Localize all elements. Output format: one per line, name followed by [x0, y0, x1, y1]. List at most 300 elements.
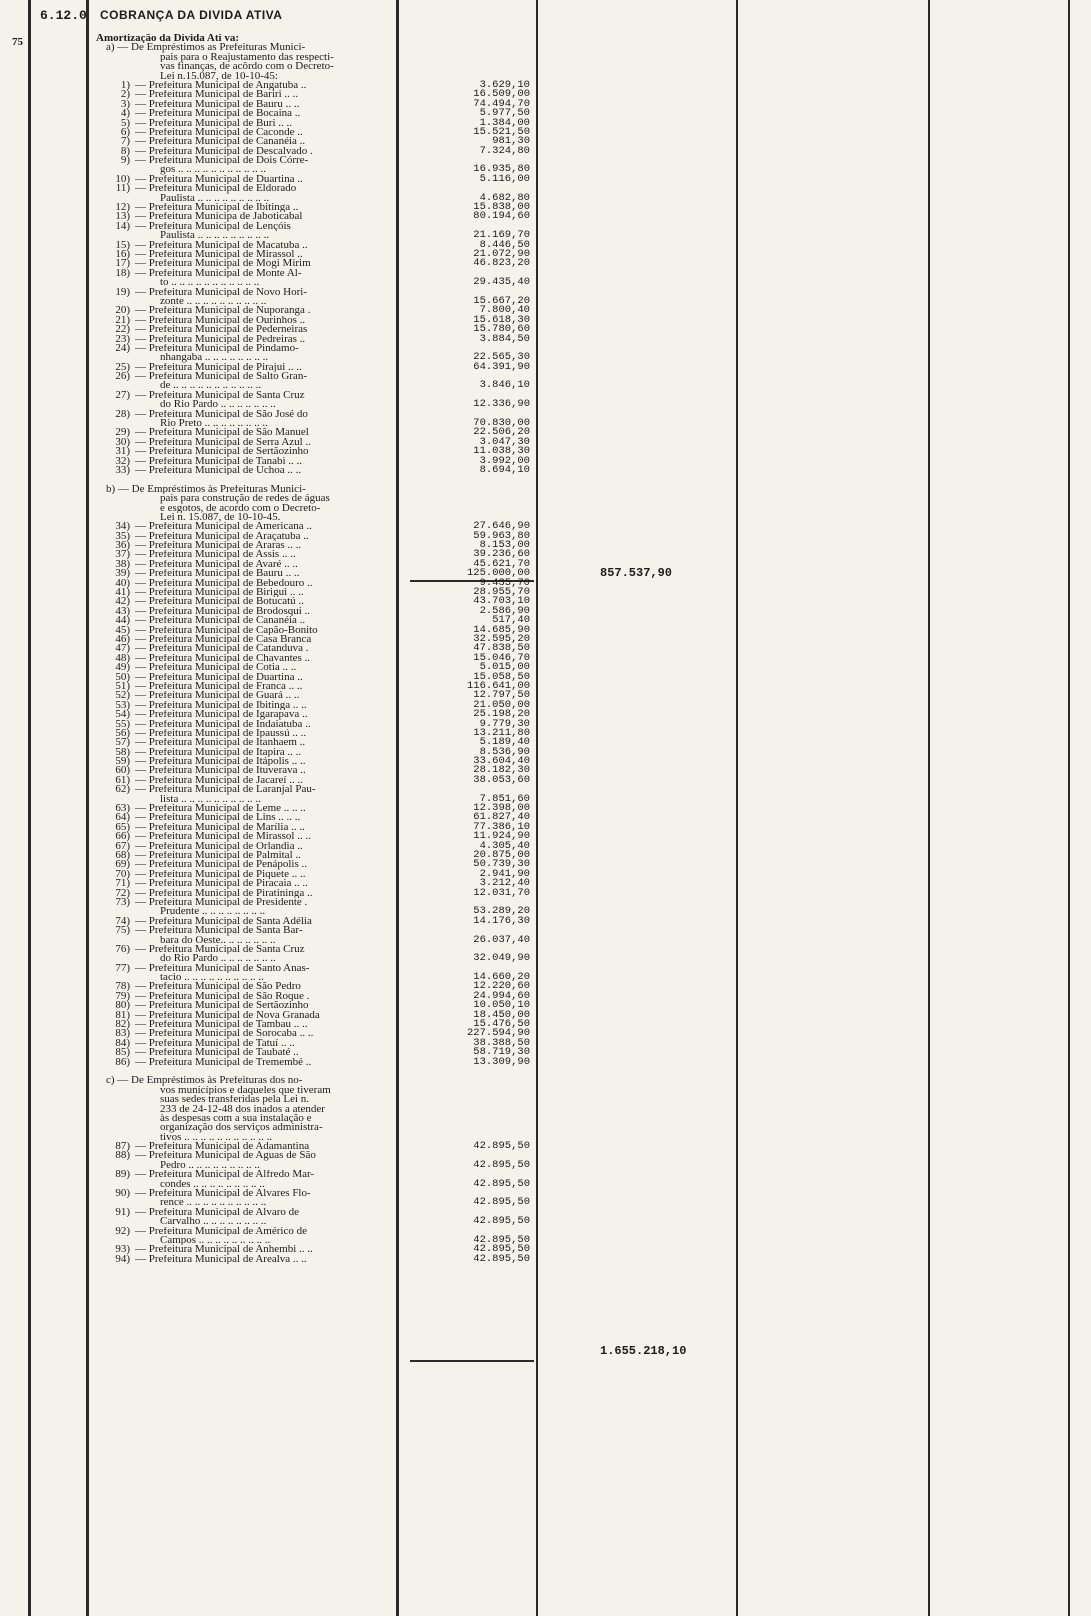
- ledger-item-line: [96, 992, 391, 1001]
- item-description: — Prefeitura Municipal de Guará .. ..: [135, 691, 300, 701]
- item-description: — Prefeitura Municipal de Catanduva .: [135, 644, 309, 654]
- item-number: 69): [115, 860, 130, 870]
- item-description: do Rio Pardo .. .. .. .. .. .. ..: [160, 400, 276, 410]
- item-number: 53): [115, 700, 130, 711]
- item-number: 82): [115, 1020, 130, 1030]
- section-intro-line: vos municípios e daqueles que tiveram: [160, 1085, 331, 1096]
- item-number: 27): [115, 390, 130, 401]
- item-description: nhangaba .. .. .. .. .. .. .. ..: [160, 353, 269, 363]
- item-description: — Prefeitura Municipal de Santo Anas-: [135, 963, 310, 974]
- item-description: — Prefeitura Municipal de Taubaté ..: [135, 1048, 299, 1058]
- item-number: 72): [115, 888, 130, 898]
- section-gap: [96, 1067, 391, 1076]
- item-amount: 13.309,90: [473, 1055, 530, 1068]
- item-amount: 14.685,90: [473, 623, 530, 636]
- ledger-item-line: [96, 391, 391, 400]
- item-description: Campos .. .. .. .. .. .. .. .. ..: [160, 1236, 271, 1246]
- ledger-item-line: [96, 1039, 391, 1048]
- item-number: 71): [115, 879, 130, 889]
- item-amount: 18.450,00: [473, 1008, 530, 1021]
- item-description: — Prefeitura Municipal de Alvares Flo-: [135, 1189, 311, 1199]
- text-column-rule: [396, 0, 399, 1616]
- item-number: 3): [120, 99, 130, 110]
- item-number: 23): [115, 334, 130, 344]
- ledger-heading: Amortização da Divida Ati va:: [96, 34, 239, 44]
- ledger-item-line: [96, 579, 391, 588]
- ledger-item-line: [96, 466, 391, 475]
- item-description: — Prefeitura Municipal de Arealva .. ..: [135, 1254, 307, 1265]
- ledger-item-line: [96, 259, 391, 268]
- ledger-item-line: [96, 410, 391, 419]
- item-description: — Prefeitura Municipal de Tatuí .. ..: [135, 1038, 295, 1049]
- item-description: — Prefeitura Municipal de Bocaina ..: [135, 109, 301, 119]
- ledger-item-line: [96, 720, 391, 729]
- ledger-item-line: [96, 616, 391, 625]
- item-description: — Prefeitura Municipal de Jacareí .. ..: [135, 775, 303, 786]
- item-number: 64): [115, 813, 130, 823]
- item-number: 20): [115, 306, 130, 316]
- page-title: COBRANÇA DA DIVIDA ATIVA: [100, 8, 283, 22]
- item-description: — Prefeitura Municipal de Ourinhos ..: [135, 315, 306, 326]
- spacer: [445, 43, 530, 52]
- section-gap: [445, 1067, 530, 1076]
- ledger-item-line: [96, 597, 391, 606]
- item-number: 61): [115, 775, 130, 786]
- item-amount: 16.935,80: [473, 163, 530, 176]
- item-number: 14): [115, 221, 130, 232]
- item-description: — Prefeitura Municipal de Monte Al-: [135, 268, 302, 279]
- item-description: — Prefeitura Municipal de Piquete .. ..: [135, 869, 306, 880]
- item-description: — Prefeitura Municipal de Birigui .. ..: [135, 588, 304, 598]
- item-amount: 517,40: [492, 614, 530, 627]
- item-description: — Prefeitura Municipal de Tremembé ..: [135, 1057, 312, 1067]
- ledger-item-line: [96, 588, 391, 597]
- item-number: 62): [115, 785, 130, 795]
- ledger-item-line: [96, 607, 391, 616]
- item-amount: 12.031,70: [473, 886, 530, 899]
- item-number: 91): [115, 1207, 130, 1218]
- item-number: 45): [115, 625, 130, 635]
- item-amount: 32.049,90: [473, 952, 530, 965]
- item-description: rence .. .. .. .. .. .. .. .. .. ..: [160, 1198, 267, 1208]
- item-description: — Prefeitura Municipal de Piratininga ..: [135, 888, 313, 898]
- item-amount: 12.336,90: [473, 398, 530, 411]
- item-amount: 38.388,50: [473, 1036, 530, 1049]
- item-number: 68): [115, 850, 130, 861]
- ledger-item-line: [96, 109, 391, 118]
- item-description: — Prefeitura Municipal de Descalvado .: [135, 146, 313, 157]
- item-description: — Prefeitura Municipal de Santa Bar-: [135, 926, 303, 936]
- right-edge-rule: [1068, 0, 1070, 1616]
- item-number: 8): [120, 146, 130, 157]
- section-intro-line: Lei n.15.087, de 10-10-45:: [160, 71, 278, 81]
- item-number: 49): [115, 663, 130, 673]
- item-number: 26): [115, 372, 130, 382]
- item-description: — Prefeitura Municipal de Ibitinga ..: [135, 203, 299, 213]
- ledger-item-line: [96, 550, 391, 559]
- item-description: — Prefeitura Municipal de São Manuel: [135, 428, 309, 438]
- item-description: — Prefeitura Municipal de Araras .. ..: [135, 541, 302, 551]
- item-amount: 45.621,70: [473, 557, 530, 570]
- item-number: 19): [115, 287, 130, 297]
- item-amount: 42.895,50: [473, 1215, 530, 1228]
- item-description: gos .. .. .. .. .. .. .. .. .. .. ..: [160, 165, 267, 175]
- ledger-item-line: [96, 701, 391, 710]
- item-description: — Prefeitura Municipal de Leme .. .. ..: [135, 804, 306, 814]
- item-number: 25): [115, 362, 130, 373]
- item-amount: 2.941,90: [479, 867, 530, 880]
- ledger-item-line: [96, 250, 391, 259]
- ledger-item-line: [96, 1180, 391, 1189]
- ledger-item-line: [96, 823, 391, 832]
- item-description: — Prefeitura Municipal de Bebedouro ..: [135, 578, 313, 589]
- item-number: 76): [115, 944, 130, 955]
- ledger-item-line: [96, 522, 391, 531]
- item-description: zonte .. .. .. .. .. .. .. .. .. ..: [160, 296, 267, 307]
- item-amount: 21.169,70: [473, 229, 530, 242]
- item-number: 86): [115, 1057, 130, 1067]
- item-number: 79): [115, 991, 130, 1002]
- item-amount: 125.000,00: [466, 567, 530, 580]
- item-amount: 39.236,60: [473, 548, 530, 561]
- spacer: [445, 485, 530, 494]
- ledger-item-line: [96, 1142, 391, 1151]
- ledger-item-line: [96, 222, 391, 231]
- item-description: — Prefeitura Municipal de Serra Azul ..: [135, 437, 311, 448]
- section-a-total: 857.537,90: [600, 566, 673, 580]
- ledger-amount-column: [445, 34, 530, 1264]
- ledger-item-line: [96, 1029, 391, 1038]
- ledger-item-line: [96, 1170, 391, 1179]
- item-description: — Prefeitura Municipal de Chavantes ..: [135, 653, 311, 664]
- item-number: 13): [115, 212, 130, 222]
- item-number: 78): [115, 982, 130, 992]
- left-margin-rule: [28, 0, 31, 1616]
- item-amount: 46.823,20: [473, 257, 530, 270]
- item-description: — Prefeitura Municipal de Bariri .. ..: [135, 90, 299, 100]
- item-description: — Prefeitura Municipal de Buri .. ..: [135, 118, 293, 128]
- item-number: 59): [115, 757, 130, 767]
- section-intro-line: às despesas com a sua instalação e: [160, 1113, 312, 1124]
- item-number: 6): [120, 127, 130, 138]
- item-amount: 15.476,50: [473, 1018, 530, 1031]
- spacer: [445, 53, 530, 62]
- item-number: 41): [115, 588, 130, 598]
- spacer: [445, 1105, 530, 1114]
- item-description: — Prefeitura Municipal de Lençóis: [135, 221, 291, 232]
- item-number: 74): [115, 916, 130, 927]
- ledger-item-line: [96, 447, 391, 456]
- ledger-item-line: [96, 917, 391, 926]
- item-amount: 5.977,50: [479, 107, 530, 120]
- item-number: 66): [115, 832, 130, 842]
- item-amount: 42.895,50: [473, 1177, 530, 1190]
- ledger-item-line: [96, 560, 391, 569]
- item-amount: 10.050,10: [473, 999, 530, 1012]
- ledger-item-line: [96, 851, 391, 860]
- item-description: — Prefeitura Municipal de Dois Córre-: [135, 156, 309, 166]
- item-number: 83): [115, 1029, 130, 1039]
- item-description: — Prefeitura Municipal de Novo Hori-: [135, 287, 307, 297]
- ledger-item-line: [96, 729, 391, 738]
- item-description: — Prefeitura Municipal de Anhembi .. ..: [135, 1245, 313, 1255]
- total-column-rule: [928, 0, 930, 1616]
- item-description: — Prefeitura Municipal de Presidente .: [135, 897, 308, 908]
- item-description: — Prefeitura Municipal de Caconde ..: [135, 127, 303, 138]
- item-description: — Prefeitura Municipal de Brodosqui ..: [135, 606, 311, 617]
- item-amount: 42.895,50: [473, 1140, 530, 1153]
- ledger-item-line: [96, 231, 391, 240]
- section-intro-line: c) — De Empréstimos às Prefeituras dos no-: [106, 1076, 303, 1086]
- section-b-sum-rule: [410, 1360, 534, 1362]
- item-description: — Prefeitura Municipal de Laranjal Pau-: [135, 785, 316, 795]
- item-amount: 7.851,60: [479, 792, 530, 805]
- item-number: 51): [115, 681, 130, 692]
- ledger-item-line: [96, 954, 391, 963]
- item-amount: 13.211,80: [473, 726, 530, 739]
- ledger-item-line: [96, 1151, 391, 1160]
- item-amount: 2.586,90: [479, 604, 530, 617]
- item-description: — Prefeitura Municipal de Bauru .. ..: [135, 569, 300, 579]
- item-description: — Prefeitura Municipal de Mirassol .. ..: [135, 832, 311, 842]
- item-amount: 15.838,00: [473, 201, 530, 214]
- item-description: Rio Preto .. .. .. .. .. .. .. ..: [160, 419, 268, 429]
- item-number: 89): [115, 1170, 130, 1180]
- item-amount: 77.386,10: [473, 820, 530, 833]
- item-amount: 8.536,90: [479, 745, 530, 758]
- ledger-item-line: [96, 175, 391, 184]
- ledger-item-line: [96, 804, 391, 813]
- item-description: — Prefeitura Municipal de Santa Cruz: [135, 944, 305, 955]
- item-amount: 3.212,40: [479, 877, 530, 890]
- item-number: 46): [115, 635, 130, 645]
- item-number: 52): [115, 691, 130, 701]
- item-number: 2): [120, 90, 130, 100]
- ledger-item-line: [96, 1217, 391, 1226]
- item-description: — Prefeitura Municipal de Penápolis ..: [135, 860, 307, 870]
- item-amount: 1.384,00: [479, 116, 530, 129]
- item-number: 15): [115, 240, 130, 250]
- item-amount: 227.594,90: [466, 1027, 530, 1040]
- item-amount: 53.289,20: [473, 905, 530, 918]
- item-amount: 38.053,60: [473, 773, 530, 786]
- item-description: — Prefeitura Municipal de Itanhaem ..: [135, 738, 306, 748]
- ledger-item-line: [96, 842, 391, 851]
- item-number: 10): [115, 174, 130, 185]
- item-description: Prudente .. .. .. .. .. .. .. ..: [160, 907, 266, 917]
- item-description: — Prefeitura Municipal de Palmital ..: [135, 850, 301, 861]
- amount-column-rule: [536, 0, 538, 1616]
- item-number: 43): [115, 606, 130, 617]
- item-number: 80): [115, 1001, 130, 1011]
- ledger-item-line: [96, 1189, 391, 1198]
- item-description: — Prefeitura Municipal de Alfredo Mar-: [135, 1170, 315, 1180]
- item-description: — Prefeitura Municipal de Alvaro de: [135, 1207, 300, 1218]
- item-amount: 8.694,10: [479, 463, 530, 476]
- item-number: 40): [115, 578, 130, 589]
- item-description: to .. .. .. .. .. .. .. .. .. .. ..: [160, 278, 260, 288]
- ledger-item-line: [96, 184, 391, 193]
- item-amount: 15.667,20: [473, 294, 530, 307]
- item-description: — Prefeitura Municipal de Cotia .. ..: [135, 663, 297, 673]
- item-number: 88): [115, 1151, 130, 1161]
- ledger-item-line: [96, 372, 391, 381]
- item-amount: 14.176,30: [473, 914, 530, 927]
- item-amount: 42.895,50: [473, 1158, 530, 1171]
- item-number: 34): [115, 522, 130, 532]
- item-amount: 42.895,50: [473, 1234, 530, 1246]
- item-description: — Prefeitura Municipal de Angatuba ..: [135, 80, 307, 91]
- item-amount: 33.604,40: [473, 755, 530, 768]
- item-description: — Prefeitura Municipal de Botucatú ..: [135, 597, 304, 607]
- spacer: [445, 504, 530, 513]
- ledger-item-line: [96, 297, 391, 306]
- item-description: — Prefeitura Municipal de Avaré .. ..: [135, 559, 298, 570]
- item-number: 44): [115, 616, 130, 626]
- item-number: 16): [115, 249, 130, 260]
- item-number: 56): [115, 728, 130, 739]
- spacer: [445, 1095, 530, 1104]
- spacer: [445, 1123, 530, 1132]
- item-number: 17): [115, 259, 130, 269]
- item-number: 58): [115, 747, 130, 758]
- spacer: [445, 1114, 530, 1123]
- item-number: 84): [115, 1038, 130, 1049]
- ledger-item-line: [96, 795, 391, 804]
- item-number: 36): [115, 541, 130, 551]
- ledger-item-line: [96, 119, 391, 128]
- item-number: 92): [115, 1226, 130, 1236]
- item-number: 42): [115, 597, 130, 607]
- item-description: Paulista .. .. .. .. .. .. .. .. ..: [160, 193, 270, 204]
- item-description: — Prefeitura Municipal de Sorocaba .. ..: [135, 1029, 314, 1039]
- spacer: [445, 494, 530, 503]
- ledger-item-line: [96, 1011, 391, 1020]
- ledger-item-line: [96, 203, 391, 212]
- item-number: 29): [115, 428, 130, 438]
- item-description: tacio .. .. .. .. .. .. .. .. .. ..: [160, 973, 264, 983]
- ledger-item-line: [96, 889, 391, 898]
- item-number: 38): [115, 559, 130, 570]
- ledger-item-line: [96, 1227, 391, 1236]
- ledger-item-line: [96, 926, 391, 935]
- item-description: — Prefeitura Municipal de Sertãozinho: [135, 447, 309, 457]
- item-number: 24): [115, 343, 130, 354]
- item-amount: 80.194,60: [473, 210, 530, 223]
- item-description: — Prefeitura Municipal de Casa Branca: [135, 635, 312, 645]
- item-number: 81): [115, 1010, 130, 1021]
- item-description: — Prefeitura Municipal de Santa Cruz: [135, 390, 305, 401]
- item-number: 77): [115, 963, 130, 974]
- item-amount: 14.660,20: [473, 971, 530, 984]
- ledger-item-line: [96, 973, 391, 982]
- spacer: [445, 1076, 530, 1085]
- item-amount: 5.189,40: [479, 736, 530, 749]
- item-amount: 3.884,50: [479, 332, 530, 345]
- ledger-item-line: [96, 654, 391, 663]
- ledger-item-line: [96, 541, 391, 550]
- item-description: — Prefeitura Municipal de Salto Gran-: [135, 372, 307, 382]
- ledger-item-line: [96, 1058, 391, 1067]
- ledger-item-line: [96, 785, 391, 794]
- item-description: — Prefeitura Municipal de Igarapava ..: [135, 710, 308, 720]
- ledger-text-column: [96, 34, 391, 1264]
- ledger-item-line: [96, 81, 391, 90]
- item-amount: 64.391,90: [473, 360, 530, 373]
- ledger-item-line: [96, 128, 391, 137]
- item-number: 48): [115, 653, 130, 664]
- item-number: 54): [115, 710, 130, 720]
- item-number: 33): [115, 465, 130, 476]
- item-number: 47): [115, 644, 130, 654]
- item-amount: 70.830,00: [473, 417, 530, 430]
- item-description: — Prefeitura Municipal de Ibitinga .. ..: [135, 700, 307, 711]
- item-description: — Prefeitura Municipal de Pindamo-: [135, 343, 299, 354]
- item-amount: 7.800,40: [479, 304, 530, 317]
- item-description: — Prefeitura Municipal de Ituverava ..: [135, 766, 306, 776]
- ledger-item-line: [96, 363, 391, 372]
- item-number: 32): [115, 456, 130, 466]
- item-number: 94): [115, 1254, 130, 1265]
- item-description: — Prefeitura Municipal de Uchoa .. ..: [135, 465, 302, 476]
- item-description: do Rio Pardo .. .. .. .. .. .. ..: [160, 954, 276, 964]
- item-amount: 21.072,90: [473, 247, 530, 260]
- item-amount: 47.838,50: [473, 642, 530, 655]
- item-amount: 15.521,50: [473, 125, 530, 138]
- item-number: 90): [115, 1189, 130, 1199]
- item-description: bara do Oeste.. .. .. .. .. .. ..: [160, 935, 276, 945]
- spacer: [445, 1086, 530, 1095]
- ledger-item-line: [96, 212, 391, 221]
- item-amount: 9.779,30: [479, 717, 530, 730]
- margin-mark: 75: [12, 36, 23, 48]
- item-description: — Prefeitura Municipal de Pedreiras ..: [135, 334, 306, 344]
- item-number: 57): [115, 738, 130, 748]
- item-amount: 28.955,70: [473, 586, 530, 599]
- ledger-item-line: [96, 898, 391, 907]
- item-amount: 7.324,80: [479, 144, 530, 157]
- item-number: 75): [115, 926, 130, 936]
- item-number: 1): [120, 80, 130, 91]
- item-amount: 61.827,40: [473, 811, 530, 824]
- item-amount: 26.037,40: [473, 933, 530, 946]
- item-description: — Prefeitura Municipal de Mogi Mirim: [135, 259, 311, 269]
- section-code: 6.12.0: [40, 8, 87, 23]
- item-description: — Prefeitura Municipal de Sertãozinho: [135, 1001, 309, 1011]
- ledger-item-line: [96, 936, 391, 945]
- item-number: 65): [115, 822, 130, 833]
- section-intro-line: b) — De Empréstimos às Prefeituras Munici-: [106, 484, 306, 495]
- item-amount: 9.435,70: [479, 576, 530, 589]
- ledger-item-line: [96, 194, 391, 203]
- item-amount: 3.846,10: [479, 379, 530, 392]
- item-amount: 22.506,20: [473, 426, 530, 439]
- item-number: 35): [115, 531, 130, 542]
- ledger-item-line: [96, 1001, 391, 1010]
- item-amount: 12.398,00: [473, 802, 530, 815]
- item-amount: 3.992,00: [479, 454, 530, 467]
- item-amount: 42.895,50: [473, 1196, 530, 1209]
- ledger-item-line: [96, 100, 391, 109]
- section-gap: [445, 475, 530, 484]
- item-description: — Prefeitura Municipal de Macatuba ..: [135, 240, 308, 250]
- ledger-item-line: [96, 532, 391, 541]
- item-description: — Prefeitura Municipal de Ipaussú .. ..: [135, 728, 307, 739]
- item-description: — Prefeitura Municipal de Mirassol ..: [135, 249, 303, 260]
- ledger-item-line: [96, 156, 391, 165]
- ledger-item-line: [96, 635, 391, 644]
- item-description: — Prefeitura Municipal de Américo de: [135, 1226, 307, 1236]
